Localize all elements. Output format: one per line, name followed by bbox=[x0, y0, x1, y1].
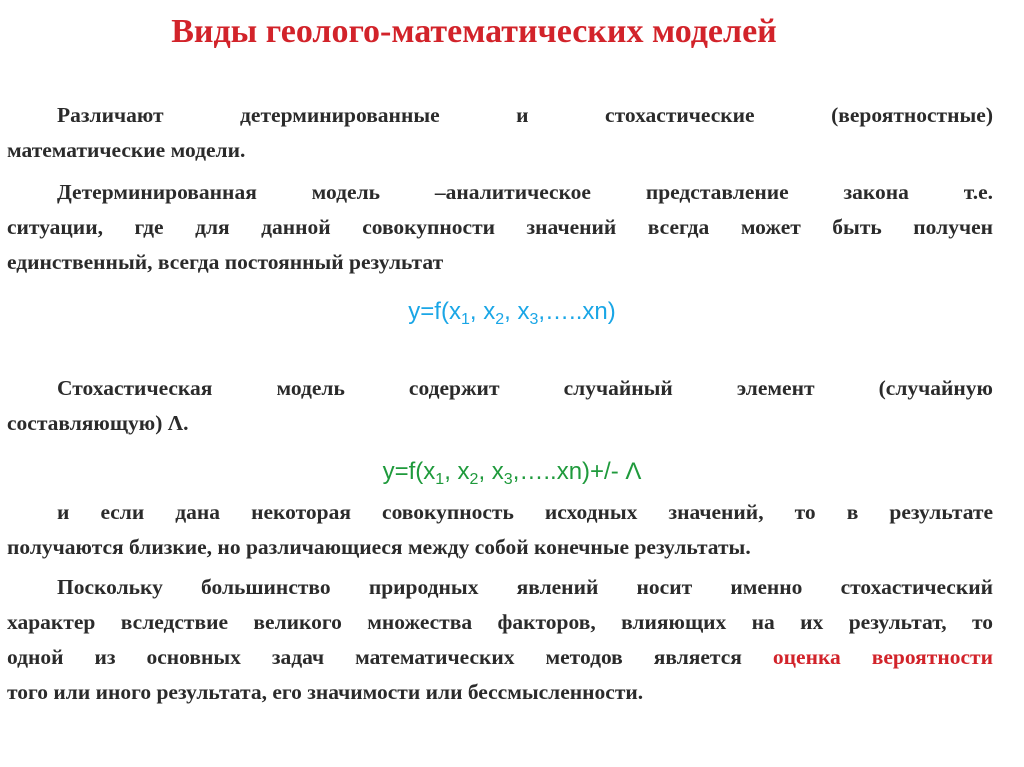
paragraph-deterministic bbox=[7, 175, 993, 280]
paragraph-line: единственный, всегда постоянный результат bbox=[7, 250, 444, 274]
paragraph-stochastic bbox=[7, 371, 993, 441]
formula-subscript: 1 bbox=[460, 311, 470, 328]
paragraph-model-types bbox=[7, 98, 993, 168]
formula-part: ,…..xn)+/- Λ bbox=[512, 458, 642, 485]
formula-part: y=f(x bbox=[382, 458, 436, 485]
formula-deterministic bbox=[0, 297, 1024, 327]
formula-stochastic bbox=[0, 457, 1024, 487]
paragraph-line bbox=[7, 640, 993, 675]
paragraph-line: ситуации, где для данной совокупности значений всегда может быть получен bbox=[7, 215, 993, 239]
formula-part: , x bbox=[478, 458, 504, 485]
paragraph-natural-phenomena bbox=[7, 570, 993, 710]
formula-part: , x bbox=[469, 298, 496, 325]
paragraph-line: характер вследствие великого множества факторов, влияющих на их результат, то bbox=[7, 610, 993, 634]
highlight-probability-estimation: оценка вероятности bbox=[772, 645, 993, 669]
paragraph-line: получаются близкие, но различающиеся между собой конечные результаты. bbox=[7, 535, 751, 559]
formula-part: , x bbox=[444, 458, 470, 485]
paragraph-line: и если дана некоторая совокупность исходных значений, то в результате bbox=[57, 500, 993, 524]
formula-subscript: 3 bbox=[529, 311, 539, 328]
formula-subscript: 3 bbox=[503, 471, 513, 488]
formula-subscript: 1 bbox=[435, 471, 445, 488]
paragraph-results bbox=[7, 495, 993, 565]
slide-title: Виды геолого-математических моделей bbox=[171, 13, 777, 50]
paragraph-line: того или иного результата, его значимости или бессмысленности. bbox=[7, 680, 644, 704]
formula-part: y=f(x bbox=[408, 298, 461, 325]
formula-subscript: 2 bbox=[495, 311, 505, 328]
formula-subscript: 2 bbox=[469, 471, 479, 488]
formula-part: , x bbox=[504, 298, 530, 325]
paragraph-line: составляющую) Λ. bbox=[7, 411, 189, 435]
paragraph-line: Детерминированная модель –аналитическое представление закона т.е. bbox=[57, 180, 993, 204]
paragraph-line: Стохастическая модель содержит случайный элемент (случайную bbox=[57, 376, 993, 400]
formula-part: ,…..xn) bbox=[538, 298, 616, 325]
paragraph-text: одной из основных задач математических методов является bbox=[7, 645, 773, 669]
paragraph-line: математические модели. bbox=[7, 138, 246, 162]
paragraph-line: Различают детерминированные и стохастические (вероятностные) bbox=[57, 103, 993, 127]
paragraph-line: Поскольку большинство природных явлений носит именно стохастический bbox=[57, 575, 993, 599]
